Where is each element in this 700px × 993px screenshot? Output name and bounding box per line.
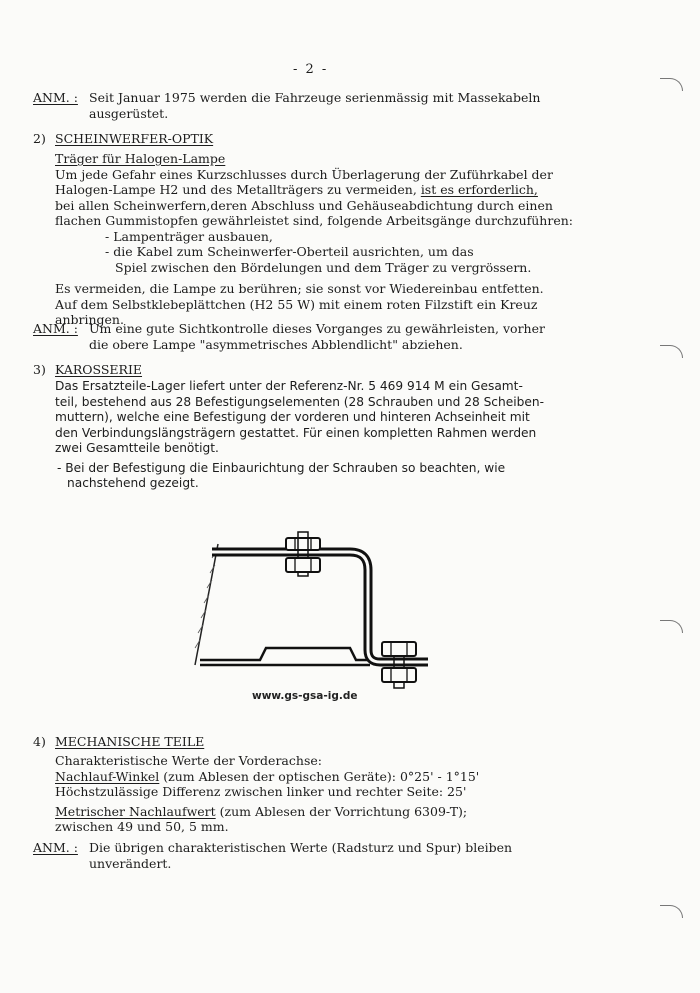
section-number: 4): [33, 734, 46, 749]
paragraph-line: anbringen.: [55, 312, 124, 327]
bolt-orientation-diagram: [190, 530, 450, 690]
paragraph-line: Das Ersatzteile-Lager liefert unter der Referenz-Nr. 5 469 914 M ein Gesamt-: [55, 379, 523, 393]
section-title: SCHEINWERFER-OPTIK: [55, 131, 214, 146]
paragraph-line: Höchstzulässige Differenz zwischen linker und rechter Seite: 25': [55, 784, 467, 799]
note-line: Die übrigen charakteristischen Werte (Radsturz und Spur) bleiben: [89, 840, 513, 855]
paragraph-line: muttern), welche eine Befestigung der vorderen und hinteren Achseinheit mit: [55, 410, 530, 424]
note-label: ANM. :: [33, 840, 78, 855]
note-line: Seit Januar 1975 werden die Fahrzeuge serienmässig mit Massekabeln: [89, 90, 541, 105]
lower-bracket: [200, 648, 368, 660]
caster-label: Nachlauf-Winkel: [55, 768, 160, 784]
paragraph-line: Um jede Gefahr eines Kurzschlusses durch Überlagerung der Zuführkabel der: [55, 166, 553, 182]
section-title: MECHANISCHE TEILE: [55, 734, 205, 749]
paragraph-line: teil, bestehend aus 28 Befestigungselementen (28 Schrauben und 28 Scheiben-: [55, 394, 544, 409]
paragraph-line: bei allen Scheinwerfern,deren Abschluss und Gehäuseabdichtung durch einen: [55, 197, 553, 213]
paragraph-line: Auf dem Selbstklebeplättchen (H2 55 W) mit einem roten Filzstift ein Kreuz: [55, 296, 538, 312]
scan-margin-mark: [660, 620, 683, 633]
section-subtitle: Träger für Halogen-Lampe: [55, 151, 226, 166]
paragraph-line: zwei Gesamtteile benötigt.: [55, 441, 219, 455]
section-3: [33, 362, 142, 378]
list-item: - Bei der Befestigung die Einbaurichtung der Schrauben so beachten, wie: [57, 460, 506, 475]
paragraph-line: Charakteristische Werte der Vorderachse:: [55, 753, 322, 768]
caster-value: (zum Ablesen der optischen Geräte): 0°25' - 1°15': [163, 768, 480, 784]
note-1: [33, 90, 540, 121]
paragraph-line: Halogen-Lampe H2 und des Metallträgers zu vermeiden,: [55, 182, 417, 197]
section-2: [33, 131, 213, 147]
section-3-body: [55, 379, 544, 492]
note-line: Um eine gute Sichtkontrolle dieses Vorganges zu gewährleisten, vorher: [89, 321, 545, 336]
section-number: 3): [33, 362, 46, 377]
note-line: die obere Lampe "asymmetrisches Abblendlicht" abziehen.: [89, 336, 463, 352]
scan-margin-mark: [660, 345, 683, 358]
section-title: KAROSSERIE: [55, 362, 143, 377]
list-item: Spiel zwischen den Bördelungen und dem Träger zu vergrössern.: [115, 259, 532, 275]
emphasis-text: ist es erforderlich,: [420, 182, 538, 197]
section-4-body: [55, 753, 479, 835]
section-2-body: [55, 151, 573, 328]
note-line: ausgerüstet.: [89, 105, 169, 121]
note-line: unverändert.: [89, 855, 172, 871]
paragraph-line: flachen Gummistopfen gewährleistet sind, folgende Arbeitsgänge durchzuführen:: [55, 213, 573, 228]
section-4: [33, 734, 204, 750]
scan-margin-mark: [660, 905, 683, 918]
paragraph-line: Es vermeiden, die Lampe zu berühren; sie sonst vor Wiedereinbau entfetten.: [55, 281, 544, 296]
note-label: ANM. :: [33, 90, 78, 105]
list-item: - die Kabel zum Scheinwerfer-Oberteil ausrichten, um das: [105, 244, 474, 259]
scan-margin-mark: [660, 78, 683, 91]
wall-line: [195, 544, 218, 665]
note-label: ANM. :: [33, 321, 78, 336]
section-number: 2): [33, 131, 46, 146]
paragraph-line: den Verbindungslängsträgern gestattet. Für einen kompletten Rahmen werden: [55, 425, 537, 440]
note-3: [33, 840, 512, 871]
trail-label: Metrischer Nachlaufwert: [55, 803, 216, 819]
list-item: - Lampenträger ausbauen,: [105, 228, 273, 244]
trail-value: (zum Ablesen der Vorrichtung 6309-T);: [219, 803, 468, 819]
list-item: nachstehend gezeigt.: [67, 476, 199, 490]
page-number: - 2 -: [293, 62, 329, 77]
watermark-url: www.gs-gsa-ig.de: [252, 690, 358, 702]
paragraph-line: zwischen 49 und 50, 5 mm.: [55, 819, 229, 834]
note-2: [33, 321, 545, 352]
